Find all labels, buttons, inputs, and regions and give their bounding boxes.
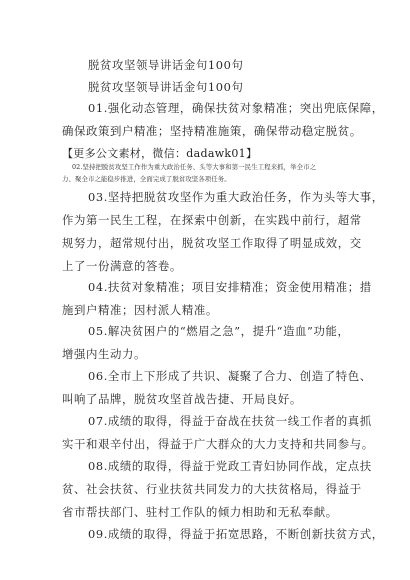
paragraph-line: 实干和艰辛付出，得益于广大群众的大力支持和共同参与。 [62,437,374,451]
paragraph-line: 05.解决贫困户的“燃眉之急”，提升“造血”功能， [88,324,350,338]
paragraph-line: 作为第一民生工程，在探索中创新，在实践中前行，超常 [62,213,362,227]
promo-notice: 【更多公文素材，微信：dadawk01】 [62,147,258,160]
paragraph-line: 08.成绩的取得，得益于党政工青妇协同作战，定点扶 [88,459,372,473]
paragraph-line: 03.坚持把脱贫攻坚作为重大政治任务，作为头等大事， [88,190,384,204]
paragraph-line: 06.全市上下形成了共识、凝聚了合力、创造了特色、 [88,369,372,383]
paragraph-line: 07.成绩的取得，得益于奋战在扶贫一线工作者的真抓 [88,414,372,428]
paragraph-line: 叫响了品牌，脱贫攻坚首战告捷、开局良好。 [62,392,302,406]
paragraph-line: 规努力，超常规付出，脱贫攻坚工作取得了明显成效，交 [62,236,362,250]
paragraph-line: 01.强化动态管理，确保扶贫对象精准；突出兜底保障， [88,101,384,115]
paragraph-line: 上了一份满意的答卷。 [62,259,182,273]
paragraph-line: 施到户精准；因村派人精准。 [62,303,218,317]
document-title: 脱贫攻坚领导讲话金句100句 [88,58,244,72]
paragraph-line: 04.扶贫对象精准；项目安排精准；资金使用精准；措 [88,280,372,294]
paragraph-line: 确保政策到户精准；坚持精准施策，确保带动稳定脱贫。 [62,124,362,138]
small-print-line: 02.坚持把脱贫攻坚工作作为重大政治任务、头等大事和第一民生工程来抓，举全市之 [72,163,317,171]
paragraph-line: 省市帮扶部门、驻村工作队的倾力相助和无私奉献。 [62,505,338,519]
paragraph-line: 贫、社会扶贫、行业扶贫共同发力的大扶贫格局，得益于 [62,482,362,496]
paragraph-line: 增强内生动力。 [62,347,146,361]
document-title-repeat: 脱贫攻坚领导讲话金句100句 [88,80,244,94]
small-print-line: 力、聚全市之能稳步推进，全面完成了脱贫攻坚各项任务。 [62,175,231,183]
paragraph-line: 09.成绩的取得，得益于拓宽思路，不断创新扶贫方式， [88,527,384,541]
